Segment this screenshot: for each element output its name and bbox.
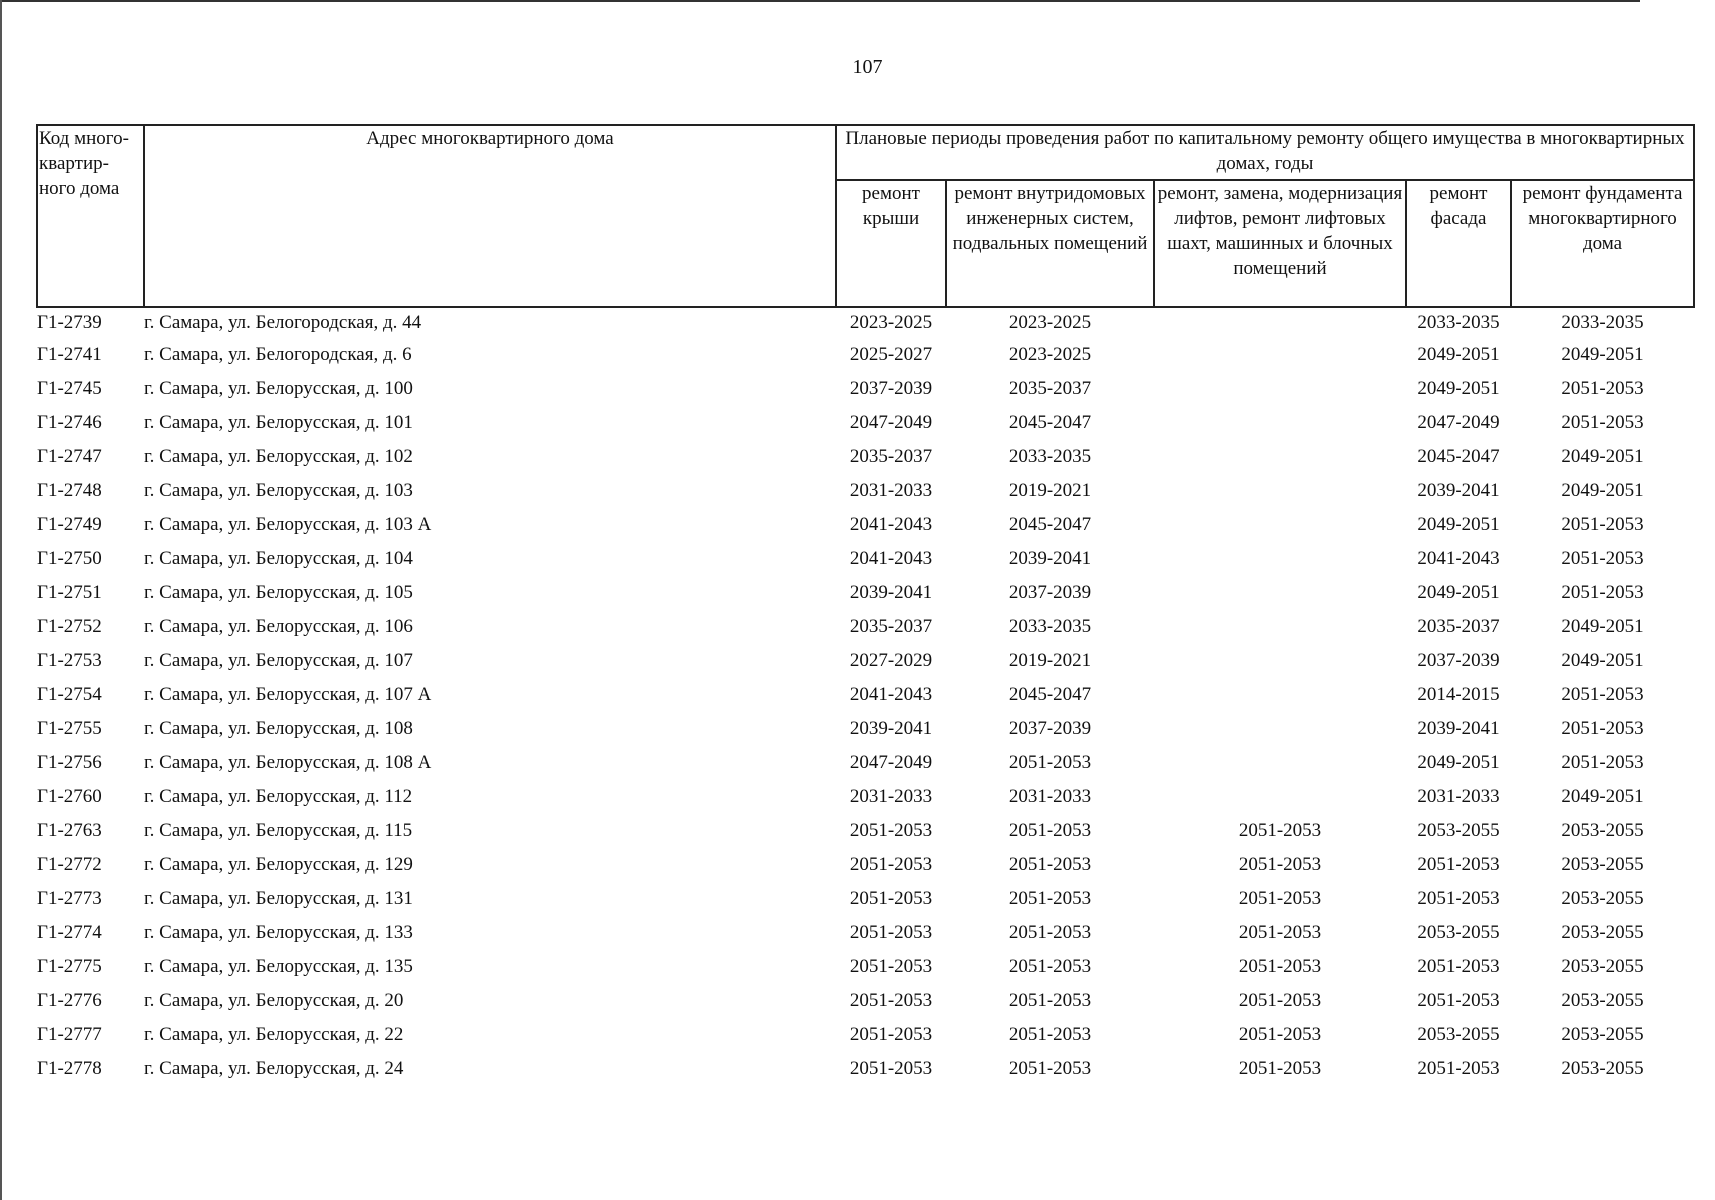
- row-engineering-period: 2045-2047: [1008, 514, 1092, 535]
- row-engineering-period: 2051-2053: [1008, 888, 1092, 909]
- row-code: Г1-2752: [37, 616, 102, 637]
- top-border-line: [0, 0, 1640, 2]
- row-roof-period: 2051-2053: [849, 922, 933, 943]
- row-engineering-period: 2037-2039: [1008, 582, 1092, 603]
- row-foundation-period: 2049-2051: [1561, 616, 1644, 637]
- row-engineering-period: 2051-2053: [1008, 854, 1092, 875]
- row-facade-period: 2014-2015: [1417, 684, 1500, 705]
- row-code: Г1-2778: [37, 1058, 102, 1079]
- table-row: [37, 712, 1694, 746]
- row-engineering-period: 2051-2053: [1008, 1024, 1092, 1045]
- row-elevators-period: [1154, 746, 1406, 780]
- row-elevators-period: [1154, 338, 1406, 372]
- row-foundation-period: 2051-2053: [1561, 412, 1644, 433]
- table-row: [37, 848, 1694, 882]
- row-address: г. Самара, ул. Белорусская, д. 102: [144, 446, 413, 467]
- row-facade-period: 2049-2051: [1417, 752, 1500, 773]
- row-facade-period: 2051-2053: [1417, 990, 1500, 1011]
- row-roof-period: 2035-2037: [849, 446, 933, 467]
- row-code: Г1-2776: [37, 990, 102, 1011]
- row-elevators-period: [1154, 307, 1406, 338]
- row-facade-period: 2049-2051: [1417, 514, 1500, 535]
- row-address: г. Самара, ул. Белорусская, д. 115: [144, 820, 413, 841]
- row-engineering-period: 2051-2053: [1008, 752, 1092, 773]
- row-facade-period: 2033-2035: [1417, 312, 1500, 333]
- row-address: г. Самара, ул. Белорусская, д. 107: [144, 650, 413, 671]
- row-address: г. Самара, ул. Белорусская, д. 24: [144, 1058, 404, 1079]
- row-foundation-period: 2053-2055: [1561, 990, 1644, 1011]
- row-code: Г1-2773: [37, 888, 102, 909]
- row-code: Г1-2772: [37, 854, 102, 875]
- row-engineering-period: 2039-2041: [1008, 548, 1092, 569]
- row-foundation-period: 2049-2051: [1561, 786, 1644, 807]
- capital-repair-table: [36, 124, 1695, 1086]
- header-address: Адрес многоквартирного дома: [144, 125, 836, 307]
- row-address: г. Самара, ул. Белорусская, д. 108 А: [144, 752, 432, 773]
- row-elevators-period: 2051-2053: [1238, 888, 1322, 909]
- row-elevators-period: [1154, 644, 1406, 678]
- row-foundation-period: 2051-2053: [1561, 718, 1644, 739]
- row-roof-period: 2051-2053: [849, 854, 933, 875]
- table-row: [37, 508, 1694, 542]
- row-code: Г1-2777: [37, 1024, 102, 1045]
- row-roof-period: 2047-2049: [849, 412, 933, 433]
- row-facade-period: 2039-2041: [1417, 480, 1500, 501]
- table-row: [37, 576, 1694, 610]
- table-row: [37, 474, 1694, 508]
- row-code: Г1-2748: [37, 480, 102, 501]
- row-address: г. Самара, ул. Белорусская, д. 108: [144, 718, 413, 739]
- row-roof-period: 2031-2033: [849, 786, 933, 807]
- row-roof-period: 2041-2043: [849, 684, 933, 705]
- header-planned-periods: Плановые периоды проведения работ по капитальному ремонту общего имущества в многоквартирных домах, годы: [836, 125, 1694, 180]
- row-address: г. Самара, ул. Белорусская, д. 103 А: [144, 514, 432, 535]
- table-row: [37, 1052, 1694, 1086]
- header-facade: ремонт фасада: [1406, 180, 1511, 307]
- header-foundation: ремонт фундамента многоквартирного дома: [1511, 180, 1694, 307]
- row-code: Г1-2746: [37, 412, 102, 433]
- row-roof-period: 2051-2053: [849, 820, 933, 841]
- row-facade-period: 2051-2053: [1417, 1058, 1500, 1079]
- row-engineering-period: 2035-2037: [1008, 378, 1092, 399]
- row-elevators-period: 2051-2053: [1238, 990, 1322, 1011]
- row-address: г. Самара, ул. Белорусская, д. 112: [144, 786, 413, 807]
- row-elevators-period: [1154, 678, 1406, 712]
- row-elevators-period: 2051-2053: [1238, 922, 1322, 943]
- header-code: Код много-квартир-ного дома: [37, 125, 144, 307]
- row-foundation-period: 2053-2055: [1561, 1058, 1644, 1079]
- row-foundation-period: 2053-2055: [1561, 854, 1644, 875]
- row-address: г. Самара, ул. Белорусская, д. 20: [144, 990, 404, 1011]
- row-roof-period: 2041-2043: [849, 548, 933, 569]
- row-foundation-period: 2049-2051: [1561, 344, 1644, 365]
- row-address: г. Самара, ул. Белорусская, д. 131: [144, 888, 413, 909]
- row-engineering-period: 2051-2053: [1008, 820, 1092, 841]
- header-elevators: ремонт, замена, модернизация лифтов, ремонт лифтовых шахт, машинных и блочных помещений: [1154, 180, 1406, 307]
- row-roof-period: 2035-2037: [849, 616, 933, 637]
- row-address: г. Самара, ул. Белорусская, д. 106: [144, 616, 413, 637]
- row-facade-period: 2051-2053: [1417, 888, 1500, 909]
- row-foundation-period: 2051-2053: [1561, 514, 1644, 535]
- table-row: [37, 916, 1694, 950]
- row-elevators-period: 2051-2053: [1238, 854, 1322, 875]
- row-roof-period: 2037-2039: [849, 378, 933, 399]
- row-code: Г1-2749: [37, 514, 102, 535]
- row-facade-period: 2039-2041: [1417, 718, 1500, 739]
- row-foundation-period: 2049-2051: [1561, 480, 1644, 501]
- row-facade-period: 2051-2053: [1417, 854, 1500, 875]
- row-foundation-period: 2051-2053: [1561, 582, 1644, 603]
- row-roof-period: 2051-2053: [849, 888, 933, 909]
- row-code: Г1-2755: [37, 718, 102, 739]
- table-row: [37, 406, 1694, 440]
- table-row: [37, 610, 1694, 644]
- row-address: г. Самара, ул. Белорусская, д. 107 А: [144, 684, 432, 705]
- row-roof-period: 2051-2053: [849, 990, 933, 1011]
- table-row: [37, 780, 1694, 814]
- row-code: Г1-2741: [37, 344, 102, 365]
- row-engineering-period: 2045-2047: [1008, 684, 1092, 705]
- row-foundation-period: 2051-2053: [1561, 684, 1644, 705]
- table-row: [37, 307, 1694, 338]
- table-row: [37, 814, 1694, 848]
- table-body: [37, 307, 1694, 1086]
- row-code: Г1-2775: [37, 956, 102, 977]
- row-elevators-period: [1154, 372, 1406, 406]
- row-facade-period: 2041-2043: [1417, 548, 1500, 569]
- table-row: [37, 542, 1694, 576]
- row-foundation-period: 2051-2053: [1561, 752, 1644, 773]
- row-engineering-period: 2051-2053: [1008, 1058, 1092, 1079]
- header-engineering-systems: ремонт внутридомовых инженерных систем, подвальных помещений: [946, 180, 1154, 307]
- table-row: [37, 950, 1694, 984]
- row-foundation-period: 2053-2055: [1561, 888, 1644, 909]
- row-foundation-period: 2049-2051: [1561, 650, 1644, 671]
- row-engineering-period: 2023-2025: [1008, 312, 1092, 333]
- row-facade-period: 2053-2055: [1417, 1024, 1500, 1045]
- row-elevators-period: 2051-2053: [1238, 956, 1322, 977]
- row-engineering-period: 2023-2025: [1008, 344, 1092, 365]
- row-elevators-period: [1154, 780, 1406, 814]
- row-engineering-period: 2051-2053: [1008, 990, 1092, 1011]
- row-facade-period: 2051-2053: [1417, 956, 1500, 977]
- row-facade-period: 2053-2055: [1417, 922, 1500, 943]
- row-foundation-period: 2053-2055: [1561, 1024, 1644, 1045]
- row-address: г. Самара, ул. Белорусская, д. 135: [144, 956, 413, 977]
- table-row: [37, 882, 1694, 916]
- table-row: [37, 338, 1694, 372]
- table-header: [37, 125, 1694, 307]
- table-row: [37, 678, 1694, 712]
- row-roof-period: 2025-2027: [849, 344, 933, 365]
- row-facade-period: 2049-2051: [1417, 582, 1500, 603]
- row-facade-period: 2031-2033: [1417, 786, 1500, 807]
- row-code: Г1-2750: [37, 548, 102, 569]
- row-roof-period: 2051-2053: [849, 956, 933, 977]
- row-address: г. Самара, ул. Белорусская, д. 101: [144, 412, 413, 433]
- row-roof-period: 2039-2041: [849, 582, 933, 603]
- row-foundation-period: 2049-2051: [1561, 446, 1644, 467]
- row-facade-period: 2049-2051: [1417, 344, 1500, 365]
- row-code: Г1-2756: [37, 752, 102, 773]
- row-foundation-period: 2053-2055: [1561, 820, 1644, 841]
- row-code: Г1-2763: [37, 820, 102, 841]
- row-elevators-period: [1154, 712, 1406, 746]
- row-engineering-period: 2051-2053: [1008, 922, 1092, 943]
- row-engineering-period: 2051-2053: [1008, 956, 1092, 977]
- row-engineering-period: 2033-2035: [1008, 616, 1092, 637]
- row-elevators-period: [1154, 406, 1406, 440]
- row-address: г. Самара, ул. Белорусская, д. 133: [144, 922, 413, 943]
- row-roof-period: 2051-2053: [849, 1058, 933, 1079]
- row-address: г. Самара, ул. Белорусская, д. 22: [144, 1024, 404, 1045]
- row-engineering-period: 2045-2047: [1008, 412, 1092, 433]
- row-engineering-period: 2033-2035: [1008, 446, 1092, 467]
- row-roof-period: 2051-2053: [849, 1024, 933, 1045]
- row-elevators-period: [1154, 542, 1406, 576]
- row-code: Г1-2754: [37, 684, 102, 705]
- row-elevators-period: 2051-2053: [1238, 1058, 1322, 1079]
- row-foundation-period: 2033-2035: [1561, 312, 1644, 333]
- row-facade-period: 2037-2039: [1417, 650, 1500, 671]
- row-address: г. Самара, ул. Белорусская, д. 100: [144, 378, 413, 399]
- row-code: Г1-2747: [37, 446, 102, 467]
- row-roof-period: 2023-2025: [849, 312, 933, 333]
- row-foundation-period: 2053-2055: [1561, 956, 1644, 977]
- row-elevators-period: [1154, 576, 1406, 610]
- left-border-line: [0, 0, 2, 1200]
- row-code: Г1-2774: [37, 922, 102, 943]
- row-roof-period: 2027-2029: [849, 650, 933, 671]
- row-elevators-period: [1154, 474, 1406, 508]
- row-engineering-period: 2019-2021: [1008, 650, 1092, 671]
- row-facade-period: 2045-2047: [1417, 446, 1500, 467]
- row-facade-period: 2047-2049: [1417, 412, 1500, 433]
- row-engineering-period: 2019-2021: [1008, 480, 1092, 501]
- header-roof: ремонт крыши: [836, 180, 946, 307]
- row-address: г. Самара, ул. Белогородская, д. 44: [144, 312, 422, 333]
- row-elevators-period: [1154, 440, 1406, 474]
- row-facade-period: 2053-2055: [1417, 820, 1500, 841]
- row-engineering-period: 2031-2033: [1008, 786, 1092, 807]
- row-address: г. Самара, ул. Белорусская, д. 104: [144, 548, 413, 569]
- row-address: г. Самара, ул. Белогородская, д. 6: [144, 344, 412, 365]
- table-row: [37, 372, 1694, 406]
- page-number: 107: [852, 56, 883, 78]
- row-facade-period: 2035-2037: [1417, 616, 1500, 637]
- row-foundation-period: 2053-2055: [1561, 922, 1644, 943]
- row-code: Г1-2739: [37, 312, 102, 333]
- table-row: [37, 440, 1694, 474]
- table-row: [37, 746, 1694, 780]
- row-roof-period: 2047-2049: [849, 752, 933, 773]
- row-address: г. Самара, ул. Белорусская, д. 103: [144, 480, 413, 501]
- row-engineering-period: 2037-2039: [1008, 718, 1092, 739]
- row-roof-period: 2031-2033: [849, 480, 933, 501]
- row-elevators-period: 2051-2053: [1238, 820, 1322, 841]
- row-roof-period: 2039-2041: [849, 718, 933, 739]
- row-code: Г1-2745: [37, 378, 102, 399]
- row-facade-period: 2049-2051: [1417, 378, 1500, 399]
- table-row: [37, 644, 1694, 678]
- row-code: Г1-2751: [37, 582, 102, 603]
- row-elevators-period: [1154, 508, 1406, 542]
- row-elevators-period: 2051-2053: [1238, 1024, 1322, 1045]
- table-row: [37, 1018, 1694, 1052]
- row-address: г. Самара, ул. Белорусская, д. 129: [144, 854, 413, 875]
- row-elevators-period: [1154, 610, 1406, 644]
- table-row: [37, 984, 1694, 1018]
- row-foundation-period: 2051-2053: [1561, 548, 1644, 569]
- row-code: Г1-2753: [37, 650, 102, 671]
- row-roof-period: 2041-2043: [849, 514, 933, 535]
- row-address: г. Самара, ул. Белорусская, д. 105: [144, 582, 413, 603]
- row-code: Г1-2760: [37, 786, 102, 807]
- row-foundation-period: 2051-2053: [1561, 378, 1644, 399]
